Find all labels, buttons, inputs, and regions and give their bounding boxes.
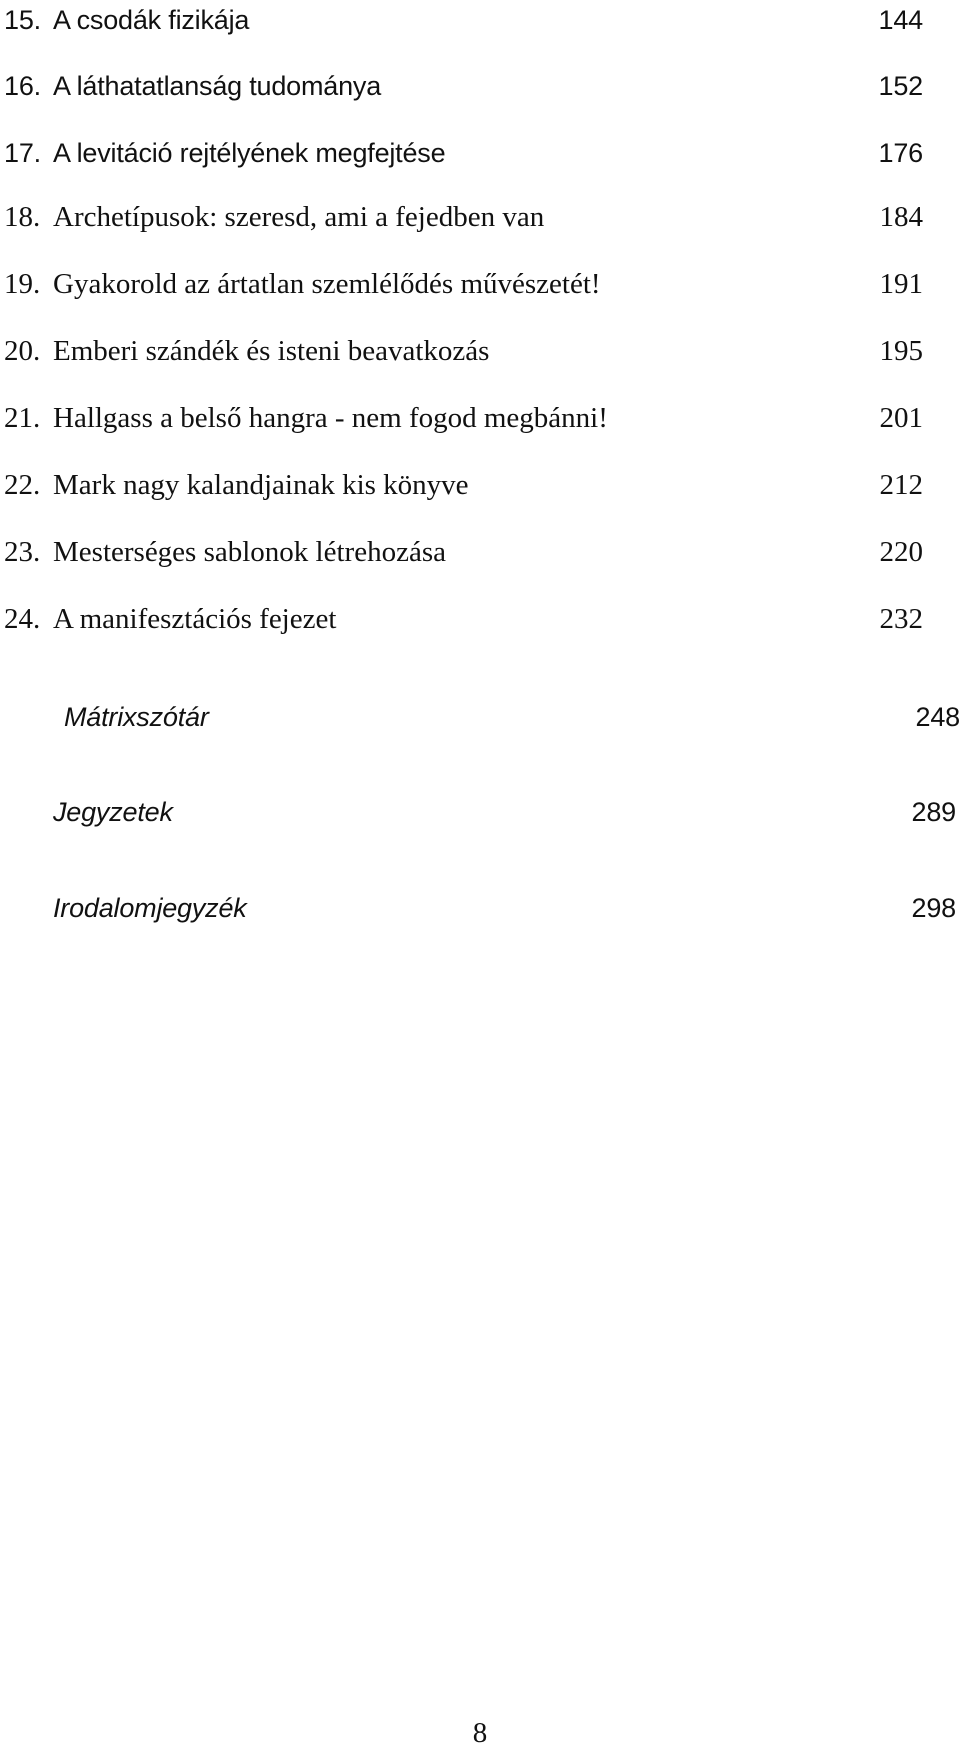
chapter-title: Mark nagy kalandjainak kis könyve xyxy=(53,469,469,501)
toc-entry xyxy=(0,66,960,106)
chapter-page: 176 xyxy=(878,138,923,168)
chapter-page: 144 xyxy=(878,5,923,35)
chapter-number: 24. xyxy=(4,603,41,635)
back-matter-title: Jegyzetek xyxy=(53,797,173,827)
toc-entry xyxy=(0,398,960,438)
toc-entry xyxy=(0,599,960,639)
toc-back-matter-entry xyxy=(0,792,960,832)
chapter-page: 212 xyxy=(879,469,923,501)
toc-entry xyxy=(0,264,960,304)
chapter-title: Archetípusok: szeresd, ami a fejedben van xyxy=(53,201,545,233)
chapter-number: 19. xyxy=(4,268,41,300)
chapter-number: 22. xyxy=(4,469,41,501)
chapter-page: 201 xyxy=(879,402,923,434)
toc-entry xyxy=(0,197,960,237)
chapter-page: 152 xyxy=(878,71,923,101)
toc-back-matter-entry xyxy=(0,697,960,737)
chapter-page: 232 xyxy=(879,603,923,635)
toc-entry xyxy=(0,465,960,505)
chapter-title: A levitáció rejtélyének megfejtése xyxy=(53,138,446,168)
chapter-title: A manifesztációs fejezet xyxy=(53,603,337,635)
chapter-title: Gyakorold az ártatlan szemlélődés művészetét! xyxy=(53,268,601,300)
back-matter-page: 248 xyxy=(915,702,960,732)
chapter-page: 220 xyxy=(879,536,923,568)
toc-entry xyxy=(0,133,960,173)
chapter-title: Hallgass a belső hangra - nem fogod megbánni! xyxy=(53,402,608,434)
chapter-number: 23. xyxy=(4,536,41,568)
chapter-number: 15. xyxy=(4,5,41,35)
page-number-text: 8 xyxy=(472,1717,488,1749)
chapter-title: Mesterséges sablonok létrehozása xyxy=(53,536,446,568)
chapter-page: 195 xyxy=(879,335,923,367)
back-matter-title: Mátrixszótár xyxy=(64,702,209,732)
back-matter-page: 289 xyxy=(911,797,956,827)
toc-entry xyxy=(0,0,960,40)
back-matter-title: Irodalomjegyzék xyxy=(53,893,247,923)
chapter-page: 191 xyxy=(879,268,923,300)
chapter-number: 18. xyxy=(4,201,41,233)
toc-back-matter-entry xyxy=(0,888,960,928)
chapter-number: 21. xyxy=(4,402,41,434)
chapter-title: A láthatatlanság tudománya xyxy=(53,71,382,101)
back-matter-page: 298 xyxy=(911,893,956,923)
chapter-number: 17. xyxy=(4,138,41,168)
page-number xyxy=(0,1716,960,1750)
toc-entry xyxy=(0,532,960,572)
chapter-number: 16. xyxy=(4,71,41,101)
chapter-page: 184 xyxy=(879,201,923,233)
chapter-title: A csodák fizikája xyxy=(53,5,250,35)
chapter-number: 20. xyxy=(4,335,41,367)
chapter-title: Emberi szándék és isteni beavatkozás xyxy=(53,335,490,367)
toc-entry xyxy=(0,331,960,371)
